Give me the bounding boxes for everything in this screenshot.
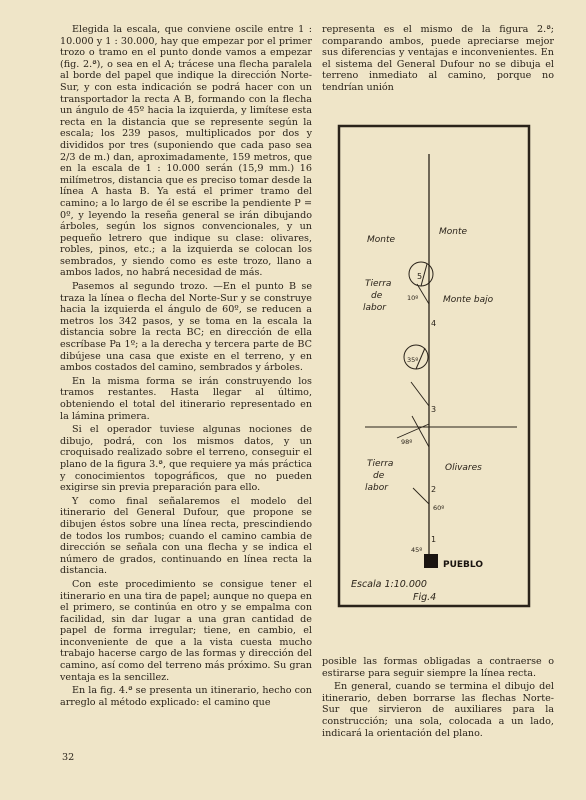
point-label: 3 (431, 405, 437, 414)
label-monte-bajo: Monte bajo (443, 295, 494, 305)
pueblo-block (424, 554, 438, 568)
direction-arrow (413, 488, 429, 504)
page-number: 32 (62, 752, 75, 763)
paragraph: En general, cuando se termina el dibujo del itinerario, deben borrarse las flechas Norte-Sur que sirvieron de auxiliares para la construcción; una sola, colocada a un lado, indicará la orientación del plano. (322, 681, 554, 739)
itinerary-diagram (337, 124, 531, 608)
paragraph: Y como final señalaremos el modelo del itinerario del General Dufour, que propone se dibujen éstos sobre una línea recta, prescindiendo de todos los rumbos; cuando el camino cambia de dirección se señala con una flecha y se indica el número de grados, continuando en línea recta la distancia. (60, 495, 312, 577)
paragraph: En la fig. 4.ª se presenta un itinerario, hecho con arreglo al método explicado: el camino que (60, 685, 312, 708)
angle-label: 60º (433, 504, 445, 512)
paragraph: Elegida la escala, que conviene oscile entre 1 : 10.000 y 1 : 30.000, hay que empezar por el primer trozo o tramo en el punto donde vamos a empezar (fig. 2.ª), o sea en el A; trácese una flecha paralela al borde del papel que indique la dirección Norte-Sur, y con esta indicación se podrá hacer con un transportador la recta A B, formando con la flecha un ángulo de 45º hacia la izquierda, y limítese esta recta en la distancia que se represente según la escala; los 239 pasos, multiplicados por dos y divididos por tres (suponiendo que cada paso sea 2/3 de m.) dan, aproximadamente, 159 metros, que en la escala de 1 : 10.000 serán (15,9 mm.) 16 milímetros, distancia que es preciso tomar desde la línea A hasta B. Ya está el primer tramo del camino; a lo largo de él se escribe la pendiente P = 0º, y leyendo la reseña general se irán dibujando árboles, según los signos convencionales, y un pequeño letrero que indique su clase: olivares, robles, pinos, etc.; a la izquierda se colocan los sembrados, y siendo como es este trozo, llano a ambos lados, no habrá necesidad de más. (60, 24, 312, 279)
paragraph: Pasemos al segundo trozo. —En el punto B se traza la línea o flecha del Norte-Sur y se construye hacia la izquierda el ángulo de 60º, se reducen a metros los 342 pasos, y se toma en la escala la distancia sobre la recta BC; en dirección de ella escríbase Pa 1º; a la derecha y tercera parte de BC dibújese una casa que existe en el terreno, y en ambos costados del camino, sembrados y árboles. (60, 281, 312, 374)
label-fig: Fig.4 (413, 592, 437, 603)
left-column (60, 24, 312, 710)
direction-arrow (411, 382, 429, 406)
point-label: 4 (431, 319, 437, 328)
angle-label: 45º (411, 546, 423, 554)
direction-arrow (397, 424, 429, 438)
paragraph: Si el operador tuviese algunas nociones de dibujo, podrá, con los mismos datos, y un croquisado realizado sobre el terreno, conseguir el plano de la figura 3.ª, que requiere ya más práctica y conocimientos topográficos, que no pueden exigirse sin previa preparación para ello. (60, 424, 312, 494)
direction-arrow (417, 284, 429, 304)
label-escala: Escala 1:10.000 (351, 579, 427, 590)
point-label: 1 (431, 535, 437, 544)
label-olivares: Olivares (445, 463, 482, 473)
paragraph: En la misma forma se irán construyendo los tramos restantes. Hasta llegar al último, obteniendo el total del itinerario representado en la lámina primera. (60, 375, 312, 422)
angle-label: 10º (407, 294, 419, 302)
label-de-bottom: de (373, 471, 385, 481)
paragraph: posible las formas obligadas a contraerse o estirarse para seguir siempre la línea recta. (322, 656, 554, 679)
label-pueblo: PUEBLO (443, 560, 483, 570)
direction-arrow (412, 416, 429, 447)
label-de-top: de (371, 291, 383, 301)
point-label: 5 (417, 272, 423, 281)
label-tierra-top: Tierra (365, 279, 392, 289)
label-labor-bottom: labor (365, 483, 388, 493)
figure-4-itinerary (337, 124, 531, 608)
paragraph: representa es el mismo de la figura 2.ª; comparando ambos, puede apreciarse mejor sus diferencias y ventajas e inconvenientes. En el sistema del General Dufour no se dibuja el terreno inmediato al camino, porque no tendrían unión (322, 24, 554, 93)
angle-label: 98º (401, 438, 413, 446)
right-column-bottom (322, 656, 554, 741)
angle-label: 35º (407, 356, 419, 364)
label-labor-top: labor (363, 303, 386, 313)
paragraph: Con este procedimiento se consigue tener el itinerario en una tira de papel; aunque no quepa en el primero, se continúa en otro y se empalma con facilidad, sin dar lugar a una gran cantidad de papel de forma irregular; tiene, en cambio, el inconveniente de que a la vista cuesta mucho trabajo hacerse cargo de las formas y dirección del camino, así como del terreno más próximo. Su gran ventaja es la sencillez. (60, 578, 312, 683)
label-monte-right: Monte (439, 227, 468, 237)
right-column-top (322, 24, 554, 96)
label-tierra-bottom: Tierra (367, 459, 394, 469)
point-label: 2 (431, 485, 437, 494)
figure-frame (339, 126, 529, 606)
label-monte-left: Monte (367, 235, 396, 245)
